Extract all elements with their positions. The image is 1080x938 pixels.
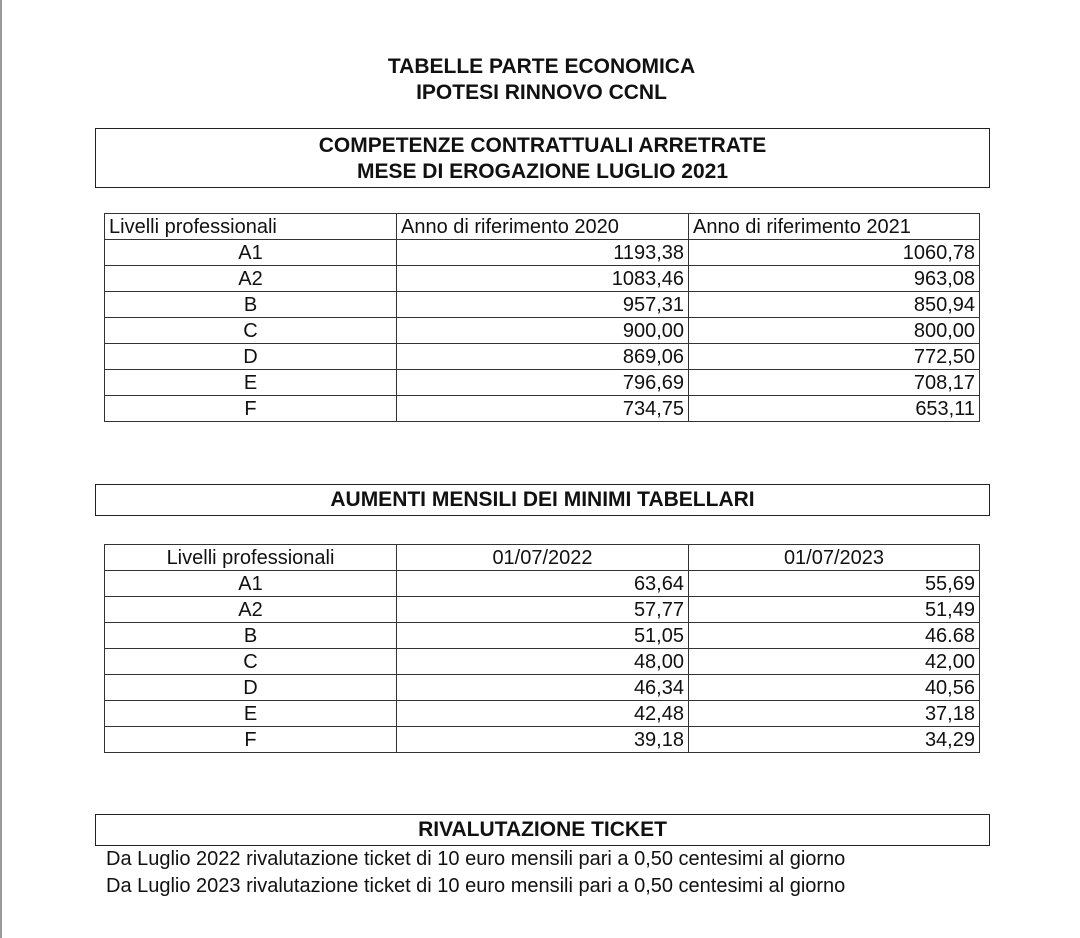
- cell-value: 900,00: [397, 318, 689, 344]
- table-row: [105, 675, 980, 701]
- header-livelli: Livelli professionali: [105, 545, 397, 571]
- cell-value: 57,77: [397, 597, 689, 623]
- cell-value: 708,17: [689, 370, 980, 396]
- page-left-edge: [0, 0, 2, 938]
- cell-value: 772,50: [689, 344, 980, 370]
- cell-level: E: [105, 701, 397, 727]
- cell-level: C: [105, 318, 397, 344]
- table-row: [105, 649, 980, 675]
- document-title: [0, 54, 1080, 106]
- table-row: [105, 344, 980, 370]
- header-date-2022: 01/07/2022: [397, 545, 689, 571]
- cell-value: 957,31: [397, 292, 689, 318]
- section-heading-line-2: MESE DI EROGAZIONE LUGLIO 2021: [356, 160, 729, 183]
- table-header-row: [105, 214, 980, 240]
- table-row: [105, 727, 980, 753]
- table-row: [105, 292, 980, 318]
- table-row: [105, 597, 980, 623]
- table-aumenti: [104, 544, 980, 753]
- table-arretrate: [104, 213, 980, 422]
- cell-value: 1083,46: [397, 266, 689, 292]
- cell-level: A1: [105, 571, 397, 597]
- cell-value: 850,94: [689, 292, 980, 318]
- header-anno-2021: Anno di riferimento 2021: [689, 214, 980, 240]
- cell-level: F: [105, 396, 397, 422]
- document-title-line-2: IPOTESI RINNOVO CCNL: [416, 81, 667, 104]
- cell-value: 42,00: [689, 649, 980, 675]
- cell-value: 1193,38: [397, 240, 689, 266]
- cell-level: C: [105, 649, 397, 675]
- cell-value: 46.68: [689, 623, 980, 649]
- ticket-notes: [106, 846, 845, 900]
- cell-value: 34,29: [689, 727, 980, 753]
- ticket-note-line-2: Da Luglio 2023 rivalutazione ticket di 10 euro mensili pari a 0,50 centesimi al giorno: [106, 875, 846, 897]
- cell-level: A2: [105, 266, 397, 292]
- cell-value: 39,18: [397, 727, 689, 753]
- table-row: [105, 318, 980, 344]
- cell-value: 51,05: [397, 623, 689, 649]
- cell-value: 37,18: [689, 701, 980, 727]
- cell-value: 40,56: [689, 675, 980, 701]
- section-heading-line-1: COMPETENZE CONTRATTUALI ARRETRATE: [318, 134, 767, 157]
- cell-value: 46,34: [397, 675, 689, 701]
- cell-value: 796,69: [397, 370, 689, 396]
- cell-level: F: [105, 727, 397, 753]
- cell-value: 51,49: [689, 597, 980, 623]
- section-heading-aumenti: [95, 484, 990, 516]
- ticket-note-line-1: Da Luglio 2022 rivalutazione ticket di 10 euro mensili pari a 0,50 centesimi al giorno: [106, 848, 846, 870]
- cell-value: 963,08: [689, 266, 980, 292]
- cell-level: E: [105, 370, 397, 396]
- cell-level: B: [105, 623, 397, 649]
- table-row: [105, 701, 980, 727]
- cell-value: 800,00: [689, 318, 980, 344]
- cell-value: 42,48: [397, 701, 689, 727]
- cell-value: 55,69: [689, 571, 980, 597]
- table-row: [105, 571, 980, 597]
- header-date-2023: 01/07/2023: [689, 545, 980, 571]
- table-row: [105, 623, 980, 649]
- section-heading-arretrate: [95, 128, 990, 188]
- cell-level: B: [105, 292, 397, 318]
- cell-level: A2: [105, 597, 397, 623]
- document-title-line-1: TABELLE PARTE ECONOMICA: [387, 55, 696, 78]
- cell-value: 734,75: [397, 396, 689, 422]
- table-row: [105, 240, 980, 266]
- section-heading-text: AUMENTI MENSILI DEI MINIMI TABELLARI: [330, 488, 755, 511]
- cell-value: 653,11: [689, 396, 980, 422]
- cell-value: 869,06: [397, 344, 689, 370]
- header-anno-2020: Anno di riferimento 2020: [397, 214, 689, 240]
- table-row: [105, 266, 980, 292]
- table-header-row: [105, 545, 980, 571]
- header-livelli: Livelli professionali: [105, 214, 397, 240]
- table-row: [105, 396, 980, 422]
- cell-level: D: [105, 675, 397, 701]
- section-heading-ticket: [95, 814, 990, 846]
- table-row: [105, 370, 980, 396]
- cell-value: 1060,78: [689, 240, 980, 266]
- cell-level: D: [105, 344, 397, 370]
- section-heading-text: RIVALUTAZIONE TICKET: [418, 818, 667, 841]
- cell-value: 48,00: [397, 649, 689, 675]
- cell-value: 63,64: [397, 571, 689, 597]
- cell-level: A1: [105, 240, 397, 266]
